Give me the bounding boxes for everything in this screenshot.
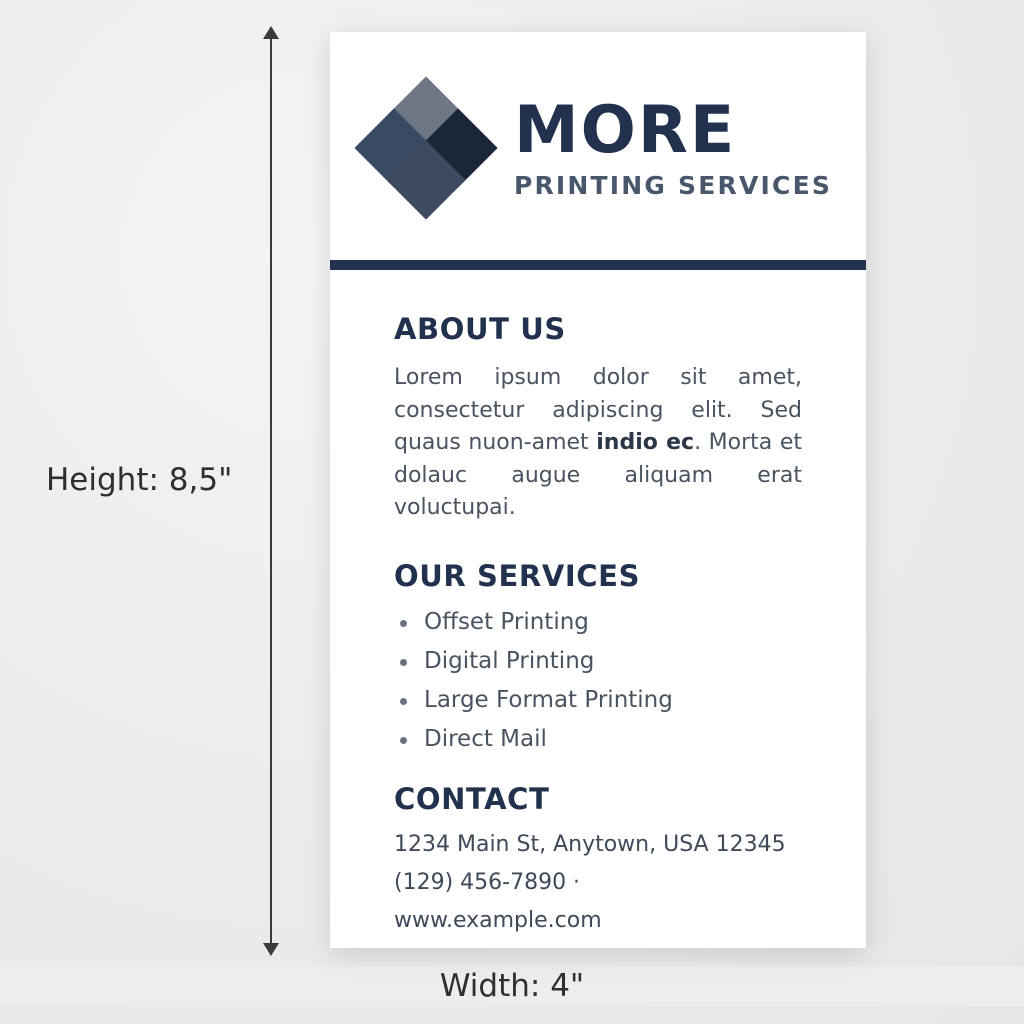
- contact-address: 1234 Main St, Anytown, USA 12345: [394, 831, 786, 857]
- accent-divider: [330, 260, 866, 270]
- list-item: Offset Printing: [394, 609, 802, 635]
- contact-phone: (129) 456-7890 ·: [394, 869, 581, 895]
- about-paragraph: [394, 362, 802, 525]
- brand-title: MORE: [513, 93, 737, 168]
- flyer-header: [330, 32, 866, 260]
- logo-block: [364, 86, 832, 210]
- width-label: [0, 966, 1024, 1006]
- about-text-part1: Lorem ipsum dolor sit amet, consectetur adipiscing elit. Sed quaus nuon-amet: [394, 365, 802, 456]
- about-title: ABOUT US: [394, 312, 566, 346]
- services-title: OUR SERVICES: [394, 558, 641, 593]
- list-item: Digital Printing: [394, 648, 802, 674]
- height-dimension-arrow: [270, 38, 272, 944]
- width-label-text: Width: 4": [422, 968, 602, 1004]
- contact-title: CONTACT: [394, 781, 550, 816]
- contact-section: [394, 782, 802, 933]
- flyer-document: [330, 32, 866, 948]
- accent-divider-wrap: [330, 260, 866, 270]
- flyer-body: [330, 270, 866, 933]
- diamond-logo-icon: [364, 86, 488, 210]
- list-item: Direct Mail: [394, 726, 802, 752]
- logo-text: [513, 93, 833, 200]
- services-list: [394, 609, 802, 752]
- list-item: Large Format Printing: [394, 687, 802, 713]
- services-section: [394, 559, 802, 752]
- brand-subtitle: PRINTING SERVICES: [513, 171, 833, 200]
- about-text-emphasis: indio ec: [596, 430, 695, 456]
- about-text-part2: . Morta et dolauc augue aliquam erat voluctupai.: [394, 430, 803, 521]
- contact-website: www.example.com: [394, 907, 602, 933]
- height-label: Height: 8,5": [46, 462, 233, 498]
- about-section: [394, 312, 802, 525]
